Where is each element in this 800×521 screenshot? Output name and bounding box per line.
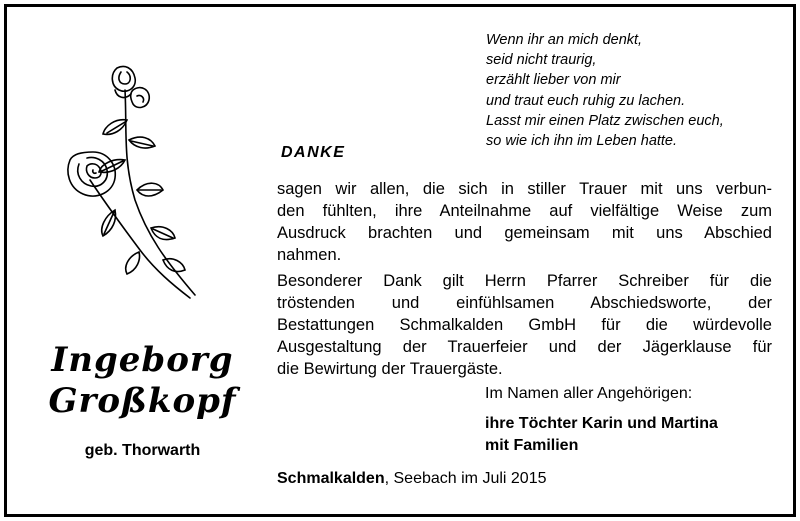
thanks-heading: DANKE bbox=[281, 144, 346, 161]
place-city: Schmalkalden bbox=[277, 470, 385, 487]
paragraph-2 bbox=[277, 270, 772, 380]
text-line: die Bewirtung der Trauergäste. bbox=[277, 360, 503, 378]
first-name: Ingeborg bbox=[51, 340, 234, 380]
poem-line: Wenn ihr an mich denkt, bbox=[486, 32, 643, 48]
poem bbox=[486, 30, 786, 151]
text-line: sagen wir allen, die sich in stiller Trauer mit uns verbun- bbox=[277, 180, 772, 198]
poem-line: erzählt lieber von mir bbox=[486, 72, 621, 89]
text-line: nahmen. bbox=[277, 246, 342, 264]
thanks-body bbox=[277, 178, 772, 380]
text-line: Ausdruck brachten und gemeinsam mit uns Abschied bbox=[277, 224, 772, 242]
birth-name: geb. Thorwarth bbox=[84, 442, 201, 459]
text-line: den fühlten, ihre Anteilnahme auf vielfältige Weise zum bbox=[277, 202, 772, 220]
paragraph-1 bbox=[277, 178, 772, 266]
signature-names bbox=[485, 413, 780, 457]
deceased-name bbox=[20, 340, 265, 422]
text-line: tröstenden und einfühlsamen Abschiedsworte, der bbox=[277, 294, 772, 312]
last-name: Großkopf bbox=[48, 381, 237, 421]
place-date-rest: , Seebach im Juli 2015 bbox=[384, 470, 547, 487]
signature-block bbox=[485, 383, 780, 457]
text-line: Bestattungen Schmalkalden GmbH für die würdevolle bbox=[277, 316, 772, 334]
signature-line: mit Familien bbox=[485, 437, 579, 454]
poem-line: so wie ich ihn im Leben hatte. bbox=[486, 133, 678, 150]
signature-intro: Im Namen aller Angehörigen: bbox=[485, 385, 693, 402]
text-line: Besonderer Dank gilt Herrn Pfarrer Schreiber für die bbox=[277, 272, 772, 290]
signature-line: ihre Töchter Karin und Martina bbox=[485, 415, 718, 432]
rose-drawing-icon bbox=[55, 60, 205, 300]
poem-line: seid nicht traurig, bbox=[486, 52, 597, 69]
text-line: Ausgestaltung der Trauerfeier und der Jägerklause für bbox=[277, 338, 772, 356]
place-date bbox=[277, 470, 546, 488]
poem-line: Lasst mir einen Platz zwischen euch, bbox=[486, 112, 724, 129]
poem-line: und traut euch ruhig zu lachen. bbox=[486, 92, 686, 109]
